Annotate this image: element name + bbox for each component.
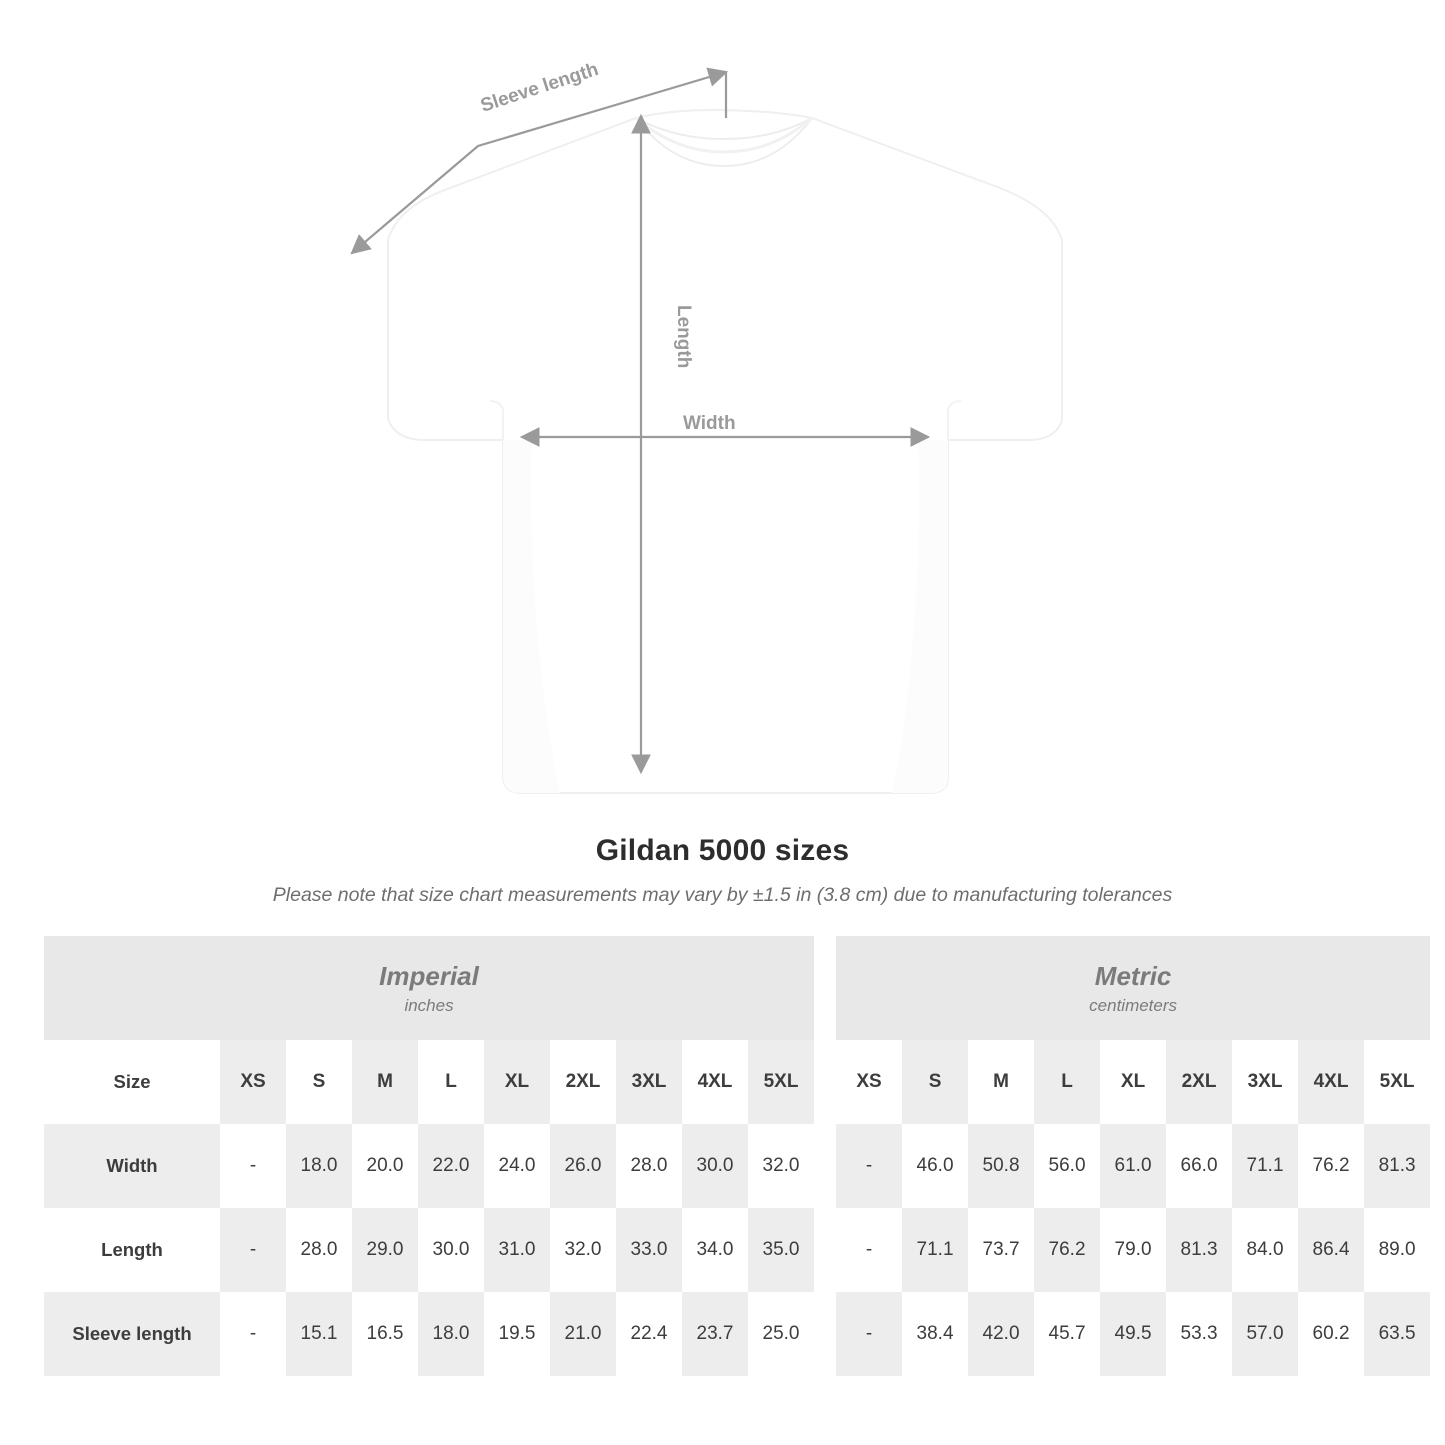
cell-length-metric-5xl: 89.0 bbox=[1364, 1208, 1430, 1292]
cell-sleeve-metric-m: 42.0 bbox=[968, 1292, 1034, 1376]
cell-width-imperial-4xl: 30.0 bbox=[682, 1124, 748, 1208]
table-row bbox=[44, 1124, 1430, 1208]
table-spacer bbox=[814, 1040, 836, 1124]
size-header-metric-5xl: 5XL bbox=[1364, 1040, 1430, 1124]
cell-sleeve-imperial-5xl: 25.0 bbox=[748, 1292, 814, 1376]
size-label-cell: Size bbox=[44, 1040, 220, 1124]
cell-sleeve-imperial-xl: 19.5 bbox=[484, 1292, 550, 1376]
cell-sleeve-metric-4xl: 60.2 bbox=[1298, 1292, 1364, 1376]
cell-width-imperial-xl: 24.0 bbox=[484, 1124, 550, 1208]
unit-group-metric-name: Metric bbox=[1094, 960, 1172, 991]
cell-length-imperial-3xl: 33.0 bbox=[616, 1208, 682, 1292]
size-header-row bbox=[44, 1040, 1430, 1124]
cell-length-metric-m: 73.7 bbox=[968, 1208, 1034, 1292]
cell-length-imperial-xs: - bbox=[220, 1208, 286, 1292]
cell-width-metric-xs: - bbox=[836, 1124, 902, 1208]
sleeve-length-label: Sleeve length bbox=[478, 58, 602, 117]
size-table bbox=[44, 936, 1430, 1376]
cell-length-imperial-s: 28.0 bbox=[286, 1208, 352, 1292]
cell-sleeve-imperial-xs: - bbox=[220, 1292, 286, 1376]
cell-length-metric-3xl: 84.0 bbox=[1232, 1208, 1298, 1292]
size-header-imperial-5xl: 5XL bbox=[748, 1040, 814, 1124]
cell-sleeve-imperial-s: 15.1 bbox=[286, 1292, 352, 1376]
unit-group-imperial-sub: inches bbox=[404, 996, 454, 1016]
table-row bbox=[44, 1208, 1430, 1292]
cell-length-metric-xl: 79.0 bbox=[1100, 1208, 1166, 1292]
cell-width-metric-s: 46.0 bbox=[902, 1124, 968, 1208]
unit-group-metric bbox=[836, 936, 1430, 1040]
size-header-metric-2xl: 2XL bbox=[1166, 1040, 1232, 1124]
cell-length-imperial-m: 29.0 bbox=[352, 1208, 418, 1292]
chart-note: Please note that size chart measurements may vary by ±1.5 in (3.8 cm) due to manufacturing tolerances bbox=[272, 884, 1173, 906]
unit-header-row bbox=[44, 936, 1430, 1040]
size-header-imperial-3xl: 3XL bbox=[616, 1040, 682, 1124]
cell-sleeve-metric-2xl: 53.3 bbox=[1166, 1292, 1232, 1376]
cell-length-imperial-l: 30.0 bbox=[418, 1208, 484, 1292]
cell-sleeve-metric-xs: - bbox=[836, 1292, 902, 1376]
size-header-metric-m: M bbox=[968, 1040, 1034, 1124]
cell-width-metric-2xl: 66.0 bbox=[1166, 1124, 1232, 1208]
unit-group-imperial bbox=[44, 936, 814, 1040]
table-row bbox=[44, 1292, 1430, 1376]
cell-sleeve-imperial-3xl: 22.4 bbox=[616, 1292, 682, 1376]
row-label-sleeve-length: Sleeve length bbox=[44, 1292, 220, 1376]
cell-width-metric-5xl: 81.3 bbox=[1364, 1124, 1430, 1208]
size-header-metric-xs: XS bbox=[836, 1040, 902, 1124]
cell-length-imperial-4xl: 34.0 bbox=[682, 1208, 748, 1292]
size-table-wrap bbox=[44, 936, 1416, 1376]
cell-length-imperial-5xl: 35.0 bbox=[748, 1208, 814, 1292]
size-header-metric-3xl: 3XL bbox=[1232, 1040, 1298, 1124]
cell-width-imperial-3xl: 28.0 bbox=[616, 1124, 682, 1208]
table-spacer bbox=[814, 1124, 836, 1208]
cell-width-metric-4xl: 76.2 bbox=[1298, 1124, 1364, 1208]
size-header-imperial-2xl: 2XL bbox=[550, 1040, 616, 1124]
length-label: Length bbox=[673, 305, 694, 369]
cell-length-metric-2xl: 81.3 bbox=[1166, 1208, 1232, 1292]
cell-length-imperial-2xl: 32.0 bbox=[550, 1208, 616, 1292]
size-header-metric-s: S bbox=[902, 1040, 968, 1124]
cell-width-imperial-s: 18.0 bbox=[286, 1124, 352, 1208]
row-label-width: Width bbox=[44, 1124, 220, 1208]
cell-sleeve-metric-xl: 49.5 bbox=[1100, 1292, 1166, 1376]
cell-sleeve-imperial-m: 16.5 bbox=[352, 1292, 418, 1376]
size-header-imperial-4xl: 4XL bbox=[682, 1040, 748, 1124]
cell-width-imperial-5xl: 32.0 bbox=[748, 1124, 814, 1208]
cell-sleeve-imperial-4xl: 23.7 bbox=[682, 1292, 748, 1376]
cell-width-imperial-xs: - bbox=[220, 1124, 286, 1208]
unit-group-metric-sub: centimeters bbox=[1089, 996, 1178, 1016]
cell-sleeve-metric-l: 45.7 bbox=[1034, 1292, 1100, 1376]
cell-width-metric-xl: 61.0 bbox=[1100, 1124, 1166, 1208]
cell-width-imperial-l: 22.0 bbox=[418, 1124, 484, 1208]
cell-sleeve-metric-3xl: 57.0 bbox=[1232, 1292, 1298, 1376]
cell-width-imperial-m: 20.0 bbox=[352, 1124, 418, 1208]
size-header-metric-l: L bbox=[1034, 1040, 1100, 1124]
chart-title: Gildan 5000 sizes bbox=[595, 834, 850, 867]
title-block bbox=[0, 834, 1445, 907]
table-spacer bbox=[814, 936, 836, 1040]
table-spacer bbox=[814, 1292, 836, 1376]
table-spacer bbox=[814, 1208, 836, 1292]
cell-width-metric-l: 56.0 bbox=[1034, 1124, 1100, 1208]
cell-length-metric-l: 76.2 bbox=[1034, 1208, 1100, 1292]
unit-group-imperial-name: Imperial bbox=[379, 960, 479, 991]
cell-width-imperial-2xl: 26.0 bbox=[550, 1124, 616, 1208]
cell-length-metric-s: 71.1 bbox=[902, 1208, 968, 1292]
cell-length-metric-xs: - bbox=[836, 1208, 902, 1292]
size-header-imperial-m: M bbox=[352, 1040, 418, 1124]
cell-sleeve-metric-s: 38.4 bbox=[902, 1292, 968, 1376]
width-label: Width bbox=[683, 413, 736, 434]
tshirt-shape bbox=[388, 110, 1062, 793]
cell-length-metric-4xl: 86.4 bbox=[1298, 1208, 1364, 1292]
size-header-imperial-xl: XL bbox=[484, 1040, 550, 1124]
cell-length-imperial-xl: 31.0 bbox=[484, 1208, 550, 1292]
row-label-length: Length bbox=[44, 1208, 220, 1292]
cell-sleeve-metric-5xl: 63.5 bbox=[1364, 1292, 1430, 1376]
cell-sleeve-imperial-2xl: 21.0 bbox=[550, 1292, 616, 1376]
size-header-imperial-xs: XS bbox=[220, 1040, 286, 1124]
size-header-metric-xl: XL bbox=[1100, 1040, 1166, 1124]
cell-sleeve-imperial-l: 18.0 bbox=[418, 1292, 484, 1376]
size-header-imperial-s: S bbox=[286, 1040, 352, 1124]
cell-width-metric-3xl: 71.1 bbox=[1232, 1124, 1298, 1208]
cell-width-metric-m: 50.8 bbox=[968, 1124, 1034, 1208]
size-header-imperial-l: L bbox=[418, 1040, 484, 1124]
size-header-metric-4xl: 4XL bbox=[1298, 1040, 1364, 1124]
